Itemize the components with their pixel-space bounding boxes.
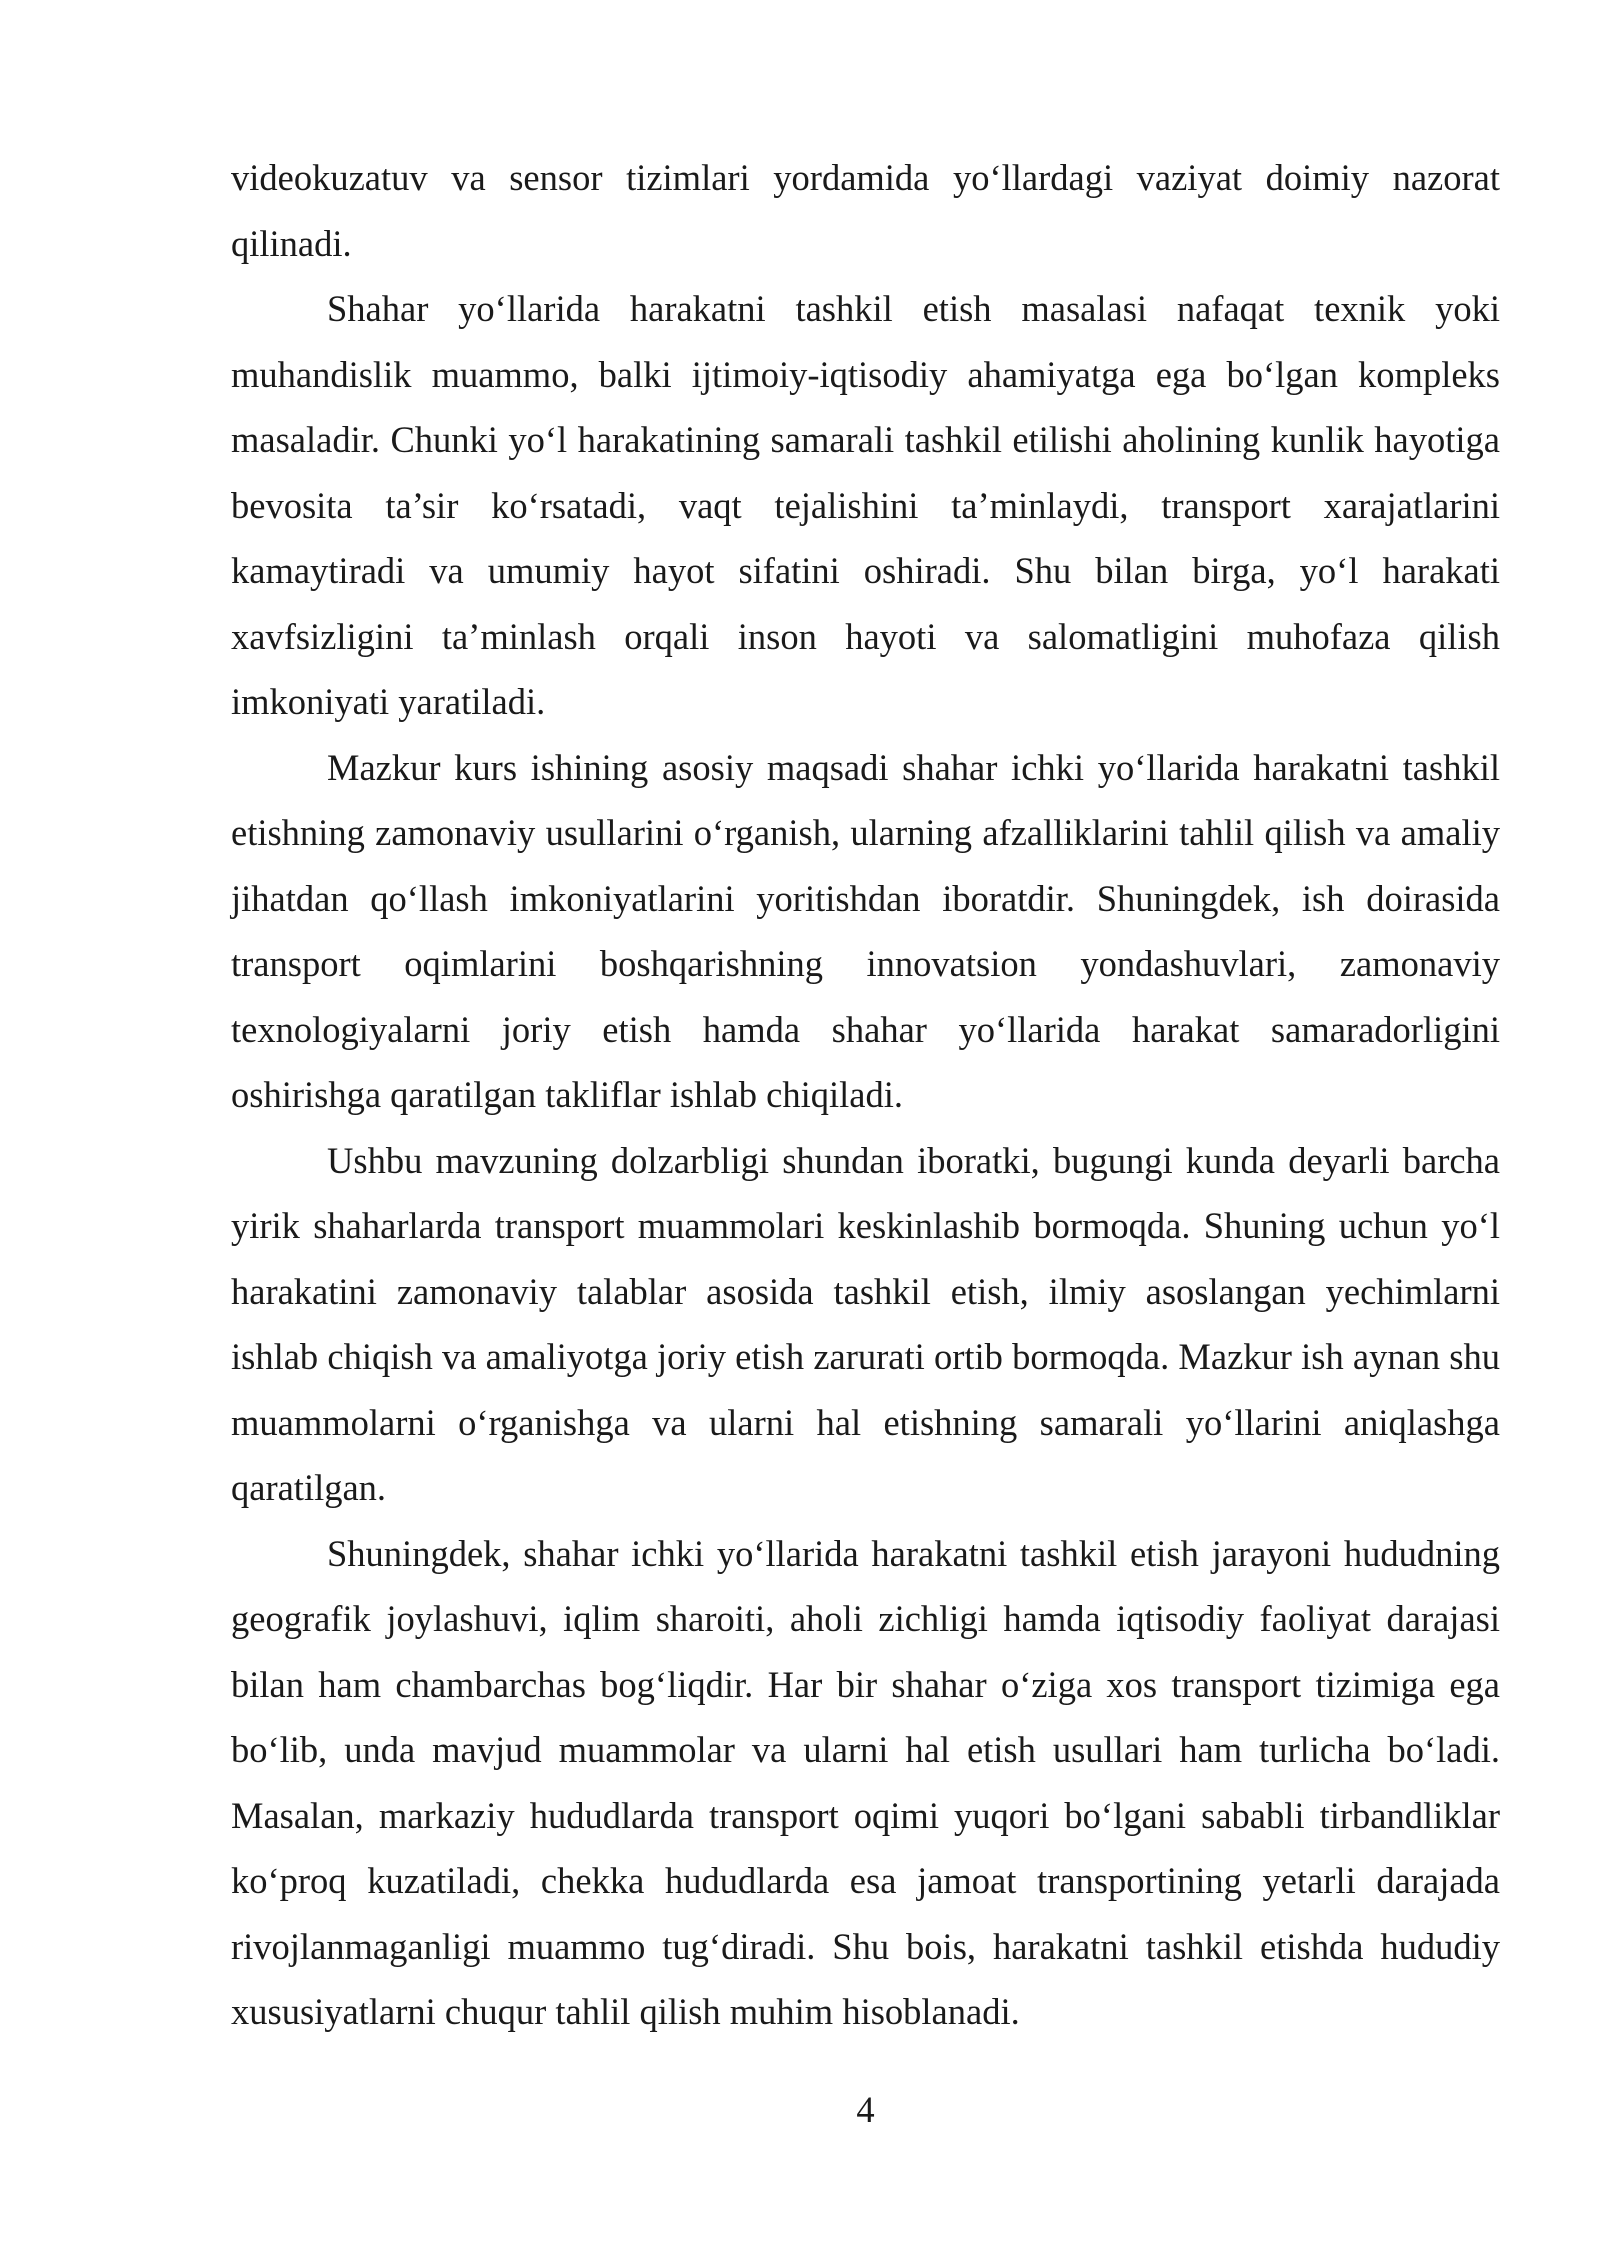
paragraph-continuation: videokuzatuv va sensor tizimlari yordamida yo‘llardagi vaziyat doimiy nazorat qilinadi. [231,157,1500,264]
paragraph-relevance: Ushbu mavzuning dolzarbligi shundan iboratki, bugungi kunda deyarli barcha yirik shaharlarda transport muammolari keskinlashib bormoqda. Shuning uchun yo‘l harakatini zamonaviy talablar asosida tashkil etish, ilmiy asoslangan yechimlarni ishlab chiqish va amaliyotga joriy etish zarurati ortib bormoqda. Mazkur ish aynan shu muammolarni o‘rganishga va ularni hal etishning samarali yo‘llarini aniqlashga qaratilgan. [231,1139,1500,1508]
paragraph-purpose: Mazkur kurs ishining asosiy maqsadi shahar ichki yo‘llarida harakatni tashkil etishning zamonaviy usullarini o‘rganish, ularning afzalliklarini tahlil qilish va amaliy jihatdan qo‘llash imkoniyatlarini yoritishdan iboratdir. Shuningdek, ish doirasida transport oqimlarini boshqarishning innovatsion yondashuvlari, zamonaviy texnologiyalarni joriy etish hamda shahar yo‘llarida harakat samaradorligini oshirishga qaratilgan takliflar ishlab chiqiladi. [231,746,1500,1115]
paragraph-regional-factors: Shuningdek, shahar ichki yo‘llarida harakatni tashkil etish jarayoni hududning geografik joylashuvi, iqlim sharoiti, aholi zichligi hamda iqtisodiy faoliyat darajasi bilan ham chambarchas bog‘liqdir. Har bir shahar o‘ziga xos transport tizimiga ega bo‘lib, unda mavjud muammolar va ularni hal etish usullari ham turlicha bo‘ladi. Masalan, markaziy hududlarda transport oqimi yuqori bo‘lgani sababli tirbandliklar ko‘proq kuzatiladi, chekka hududlarda esa jamoat transportining yetarli darajada rivojlanmaganligi muammo tug‘diradi. Shu bois, harakatni tashkil etishda hududiy xususiyatlarni chuqur tahlil qilish muhim hisoblanadi. [231,1532,1500,2032]
body-text [231,145,1500,2045]
paragraph-importance: Shahar yo‘llarida harakatni tashkil etish masalasi nafaqat texnik yoki muhandislik muammo, balki ijtimoiy-iqtisodiy ahamiyatga ega bo‘lgan kompleks masaladir. Chunki yo‘l harakatining samarali tashkil etilishi aholining kunlik hayotiga bevosita ta’sir ko‘rsatadi, vaqt tejalishini ta’minlaydi, transport xarajatlarini kamaytiradi va umumiy hayot sifatini oshiradi. Shu bilan birga, yo‘l harakati xavfsizligini ta’minlash orqali inson hayoti va salomatligini muhofaza qilish imkoniyati yaratiladi. [231,288,1500,722]
page-number: 4 [856,2089,875,2130]
